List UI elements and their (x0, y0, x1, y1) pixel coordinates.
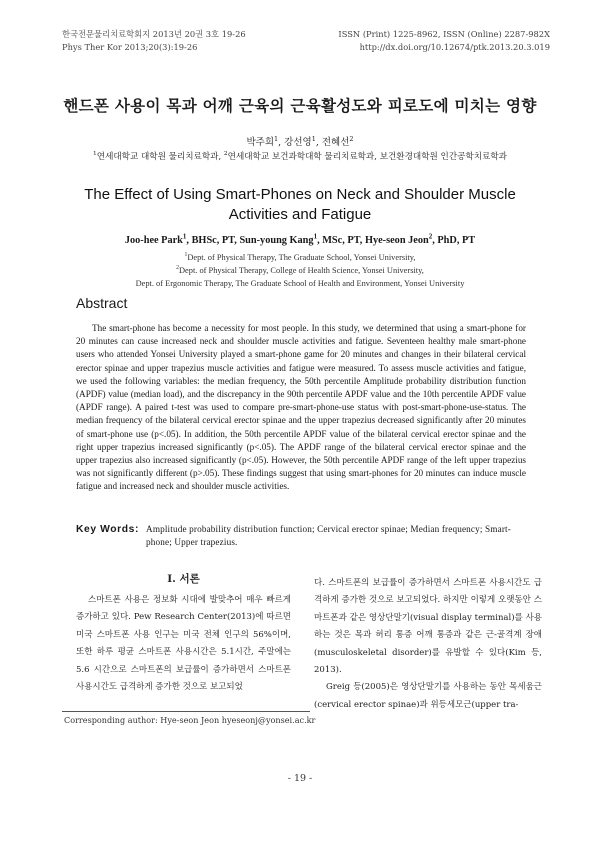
affiliations-english (0, 251, 600, 291)
intro-paragraph: 스마트폰 사용은 정보화 시대에 발맞추어 매우 빠르게 증가하고 있다. Pew Research Center(2013)에 따르면 미국 스마트폰 사용 인구는 미국 전체 인구의 56%이며, 또한 하루 평균 스마트폰 사용시간은 5.1시간, 주말에는 5.6 시간으로 스마트폰의 보급률이 증가하면서 스마트폰 사용시간도 급격하게 증가한 것으로 보고되었 (76, 595, 291, 693)
running-header (62, 28, 550, 54)
journal-citation-en: Phys Ther Kor 2013;20(3):19-26 (62, 42, 198, 52)
doi-link[interactable]: http://dx.doi.org/10.12674/ptk.2013.20.3.019 (359, 42, 550, 52)
authors-korean: 박주희$^1$, 강선영$^1$, 전혜선$^2$ (246, 134, 354, 148)
keywords-text: Amplitude probability distribution function; Cervical erector spinae; Median frequency; Smart-phone; Upper trapezius. (146, 524, 511, 547)
intro-paragraph-continued: 다. 스마트폰의 보급률이 증가하면서 스마트폰 사용시간도 급격하게 증가한 것으로 보고되었다. 하지만 이렇게 오랫동안 스마트폰과 같은 영상단말기(visual display terminal)를 사용하는 것은 목과 허리 통증 어깨 통증과 같은 근-골격계 장애(musculoskeletal disorder)를 유발할 수 있다(Kim 등, 2013). (314, 578, 542, 676)
abstract-heading: Abstract (76, 295, 128, 311)
author-en: Sun-young Kang$^1$, MSc, PT (239, 232, 360, 246)
footnote-divider (62, 711, 310, 712)
affiliation-line: Dept. of Ergonomic Therapy, The Graduate School of Health and Environment, Yonsei University (135, 279, 465, 289)
author-en: Hye-seon Jeon$^2$, PhD, PT (364, 232, 476, 246)
affiliations-korean: $^1$연세대학교 대학원 물리치료학과, $^2$연세대학교 보건과학대학 물리치료학과, 보건환경대학원 인간공학치료학과 (93, 151, 507, 162)
page-number: - 19 - (287, 773, 313, 784)
author-en: Joo-hee Park$^1$, BHSc, PT (124, 232, 235, 246)
intro-paragraph: Greig 등(2005)은 영상단말기를 사용하는 동안 목세움근(cervical erector spinae)과 위등세모근(upper tra- (314, 682, 542, 710)
keywords (76, 523, 528, 549)
corresponding-author-footnote: Corresponding author: Hye-seon Jeon hyeseonj@yonsei.ac.kr (64, 715, 316, 725)
affiliation-line: $^1$Dept. of Physical Therapy, The Graduate School, Yonsei University, (184, 252, 416, 262)
journal-citation-ko: 한국전문물리치료학회지 2013년 20권 3호 19-26 (62, 29, 246, 39)
author-ko: 강선영$^1$ (284, 134, 316, 148)
keywords-label: Key Words: (76, 524, 140, 535)
intro-column-left (76, 572, 291, 696)
issn: ISSN (Print) 1225-8962, ISSN (Online) 2287-982X (338, 29, 550, 39)
section-heading-intro: Ⅰ. 서론 (167, 573, 200, 585)
abstract-text: The smart-phone has become a necessity for most people. In this study, we determined that using a smart-phone for 20 minutes can cause increased neck and shoulder muscle activities and fatigue. Seventeen healthy male smart-phone users who attended Yonsei University played a smart-phone game for 20 minutes and changes in their bilateral cervical erector spinae and upper trapezius muscle activities and fatigue were measured. To assess muscle activities and fatigue, we used the following variables: the median frequency, the 50th percentile Amplitude probability distribution function (APDF) value (median load), and the discrepancy in the 90th percentile APDF value and the 10th percentile APDF value (APDF range). A paired t-test was used to compare pre-smart-phone-use status with post-smart-phone-use-status. The median frequency of the bilateral cervical erector spinae and the upper trapezius decreased significantly after 20 minutes of smart-phone use (p<.05). In addition, the 50th percentile APDF value of the bilateral cervical erector spinae and the right upper trapezius increased significantly (p<.05). The APDF range of the bilateral cervical erector spinae and the upper trapezius also increased significantly (p<.05). However, the 50th percentile APDF range of the left upper trapezius was not significantly different (p>.05). These findings suggest that using smart-phones for 20 minutes can induce muscle fatigue and increased neck and shoulder muscle activities. (76, 323, 526, 492)
author-ko: 박주희$^1$ (246, 134, 279, 148)
author-ko: 전혜선$^2$ (321, 134, 354, 148)
intro-column-right (314, 575, 542, 714)
authors-english: Joo-hee Park$^1$, BHSc, PT, Sun-young Kang$^1$, MSc, PT, Hye-seon Jeon$^2$, PhD, PT (124, 232, 476, 246)
title-korean: 핸드폰 사용이 목과 어깨 근육의 근육활성도와 피로도에 미치는 영향 (63, 96, 537, 115)
title-english: The Effect of Using Smart-Phones on Neck and Shoulder Muscle Activities and Fatigue (84, 186, 516, 223)
affiliation-line: $^2$Dept. of Physical Therapy, College of Health Science, Yonsei University, (176, 265, 424, 276)
